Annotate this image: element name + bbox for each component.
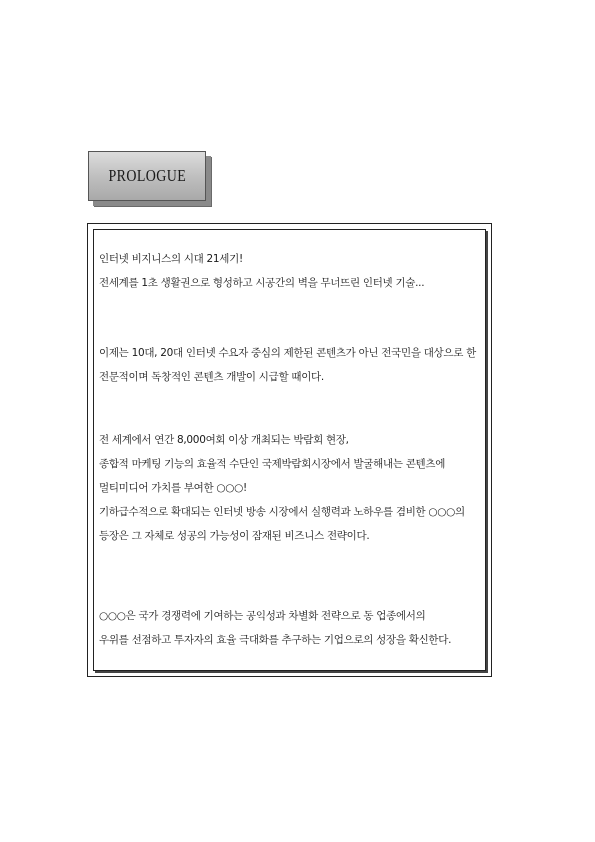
paragraph-intro <box>99 247 424 295</box>
paragraph-need <box>99 341 476 389</box>
paragraph-line: 전세계를 1초 생활권으로 형성하고 시공간의 벽을 무너뜨린 인터넷 기술... <box>99 277 425 289</box>
prologue-text-frame <box>87 223 492 677</box>
paragraph-line: 전문적이며 독창적인 콘텐츠 개발이 시급할 때이다. <box>99 371 324 383</box>
paragraph-conclusion <box>99 604 451 652</box>
paragraph-line: 인터넷 비지니스의 시대 21세기! <box>99 253 243 265</box>
prologue-heading: PROLOGUE <box>108 166 186 185</box>
paragraph-line: ○○○은 국가 경쟁력에 기여하는 공익성과 차별화 전략으로 동 업종에서의 <box>99 610 426 622</box>
prologue-text-box <box>93 229 486 671</box>
paragraph-line: 기하급수적으로 확대되는 인터넷 방송 시장에서 실행력과 노하우를 겸비한 ○○○의 <box>99 506 465 518</box>
paragraph-strategy <box>99 428 465 548</box>
paragraph-line: 이제는 10대, 20대 인터넷 수요자 중심의 제한된 콘텐츠가 아닌 전국민을 대상으로 한 <box>99 347 476 359</box>
prologue-heading-tab <box>88 151 206 201</box>
paragraph-line: 종합적 마케팅 기능의 효율적 수단인 국제박람회시장에서 발굴해내는 콘텐츠에 <box>99 458 446 470</box>
paragraph-line: 멀티미디어 가치를 부여한 ○○○! <box>99 482 247 494</box>
paragraph-line: 우위를 선점하고 투자자의 효율 극대화를 추구하는 기업으로의 성장을 확신한다. <box>99 634 452 646</box>
paragraph-line: 전 세계에서 연간 8,000여회 이상 개최되는 박람회 현장, <box>99 434 349 446</box>
paragraph-line: 등장은 그 자체로 성공의 가능성이 잠재된 비즈니스 전략이다. <box>99 530 370 542</box>
